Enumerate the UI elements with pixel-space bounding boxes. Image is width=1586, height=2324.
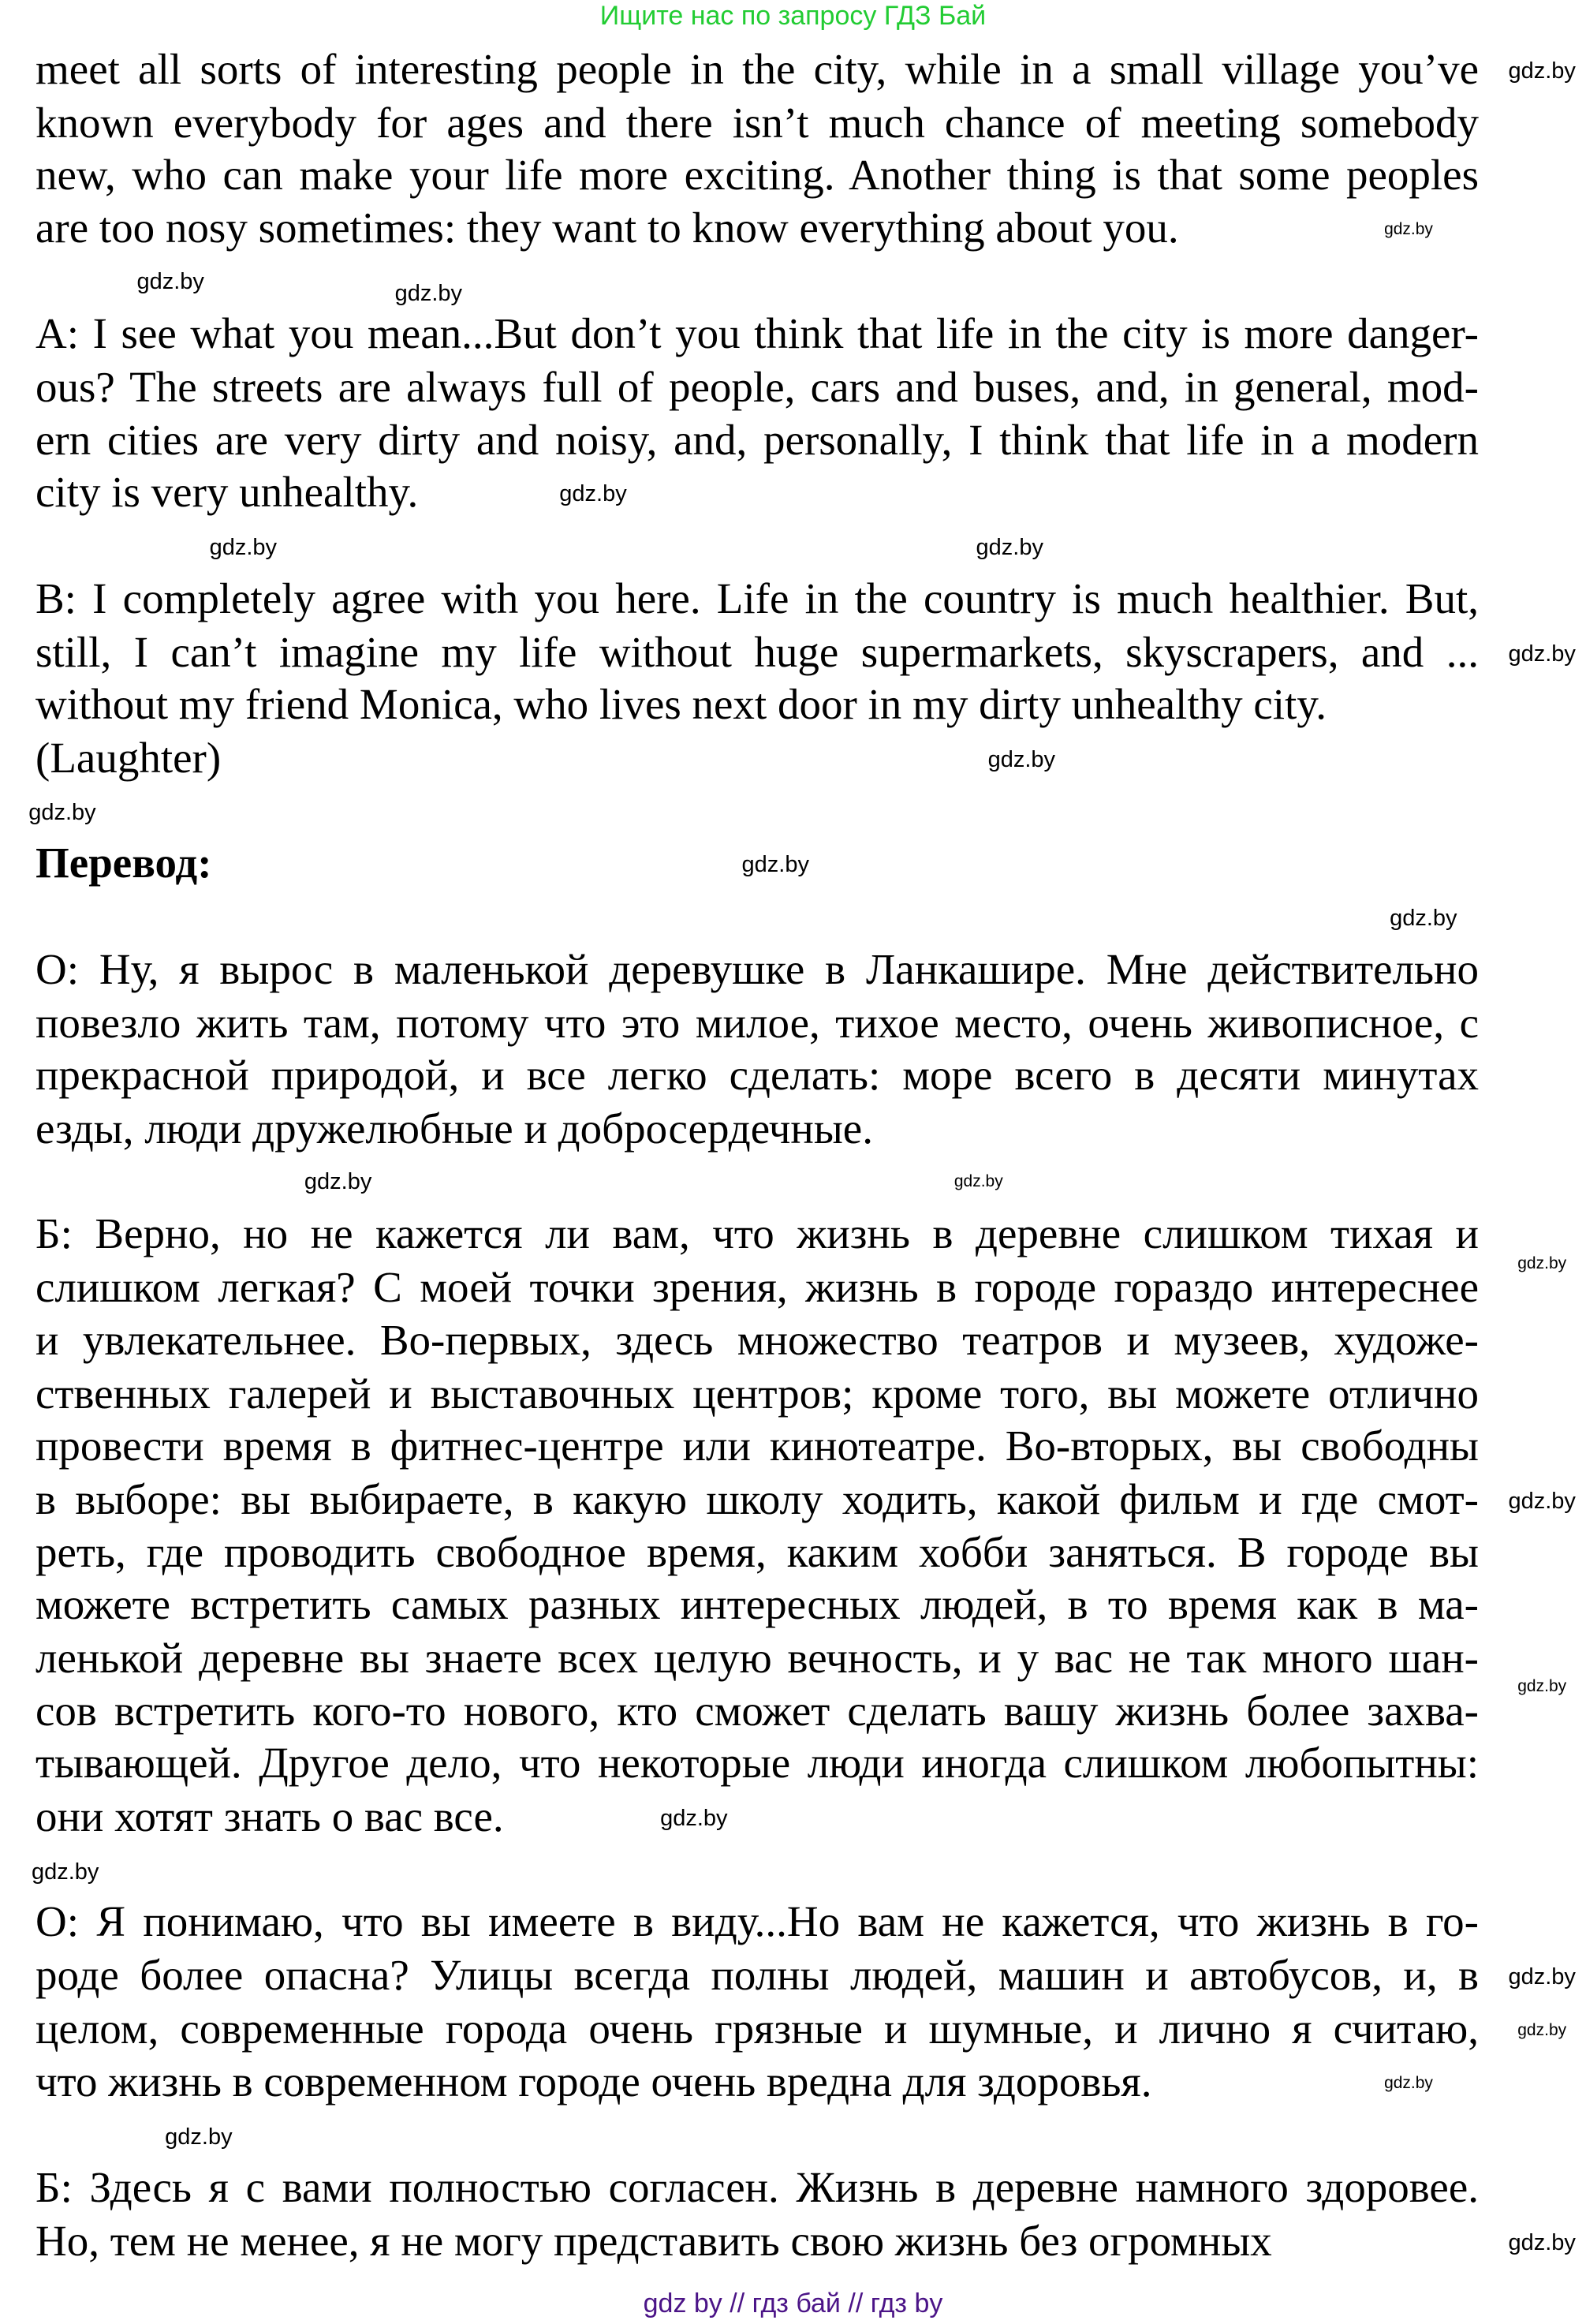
watermark-text: gdz.by: [209, 534, 278, 560]
text-line: ern cities are very dirty and noisy, and, personally, I think that life in a modern: [35, 416, 1479, 465]
text-line: Б: Здесь я с вами полностью согласен. Жизнь в деревне намного здоровее.: [35, 2162, 1479, 2211]
text-line: ственных галерей и выставочных центров; кроме того, вы можете отлично: [35, 1369, 1479, 1418]
text-line: without my friend Monica, who lives next door in my dirty unhealthy city.: [35, 679, 1327, 728]
text-line: целом, современные города очень грязные и шумные, и лично я считаю,: [35, 2004, 1479, 2053]
watermark-text: gdz.by: [1508, 1488, 1576, 1514]
text-line: они хотят знать о вас все.: [35, 1792, 504, 1840]
watermark-text: gdz.by: [1517, 2020, 1567, 2039]
text-line: city is very unhealthy.: [35, 468, 419, 517]
text-line: езды, люди дружелюбные и добросердечные.: [35, 1104, 873, 1153]
watermark-text: gdz.by: [304, 1169, 372, 1195]
text-line: слишком легкая? С моей точки зрения, жизнь в городе гораздо интереснее: [35, 1262, 1479, 1311]
text-line: роде более опасна? Улицы всегда полны людей, машин и автобусов, и, в: [35, 1951, 1479, 2000]
text-line: are too nosy sometimes: they want to know everything about you.: [35, 204, 1179, 252]
watermark-text: gdz.by: [1508, 58, 1576, 84]
text-line: B: I completely agree with you here. Life in the country is much healthier. But,: [35, 574, 1479, 623]
search-hint-banner: Ищите нас по запросу ГДЗ Бай: [599, 1, 987, 31]
watermark-text: gdz.by: [1508, 2229, 1576, 2255]
watermark-text: gdz.by: [31, 1859, 99, 1885]
text-line: A: I see what you mean...But don’t you think that life in the city is more danger-: [35, 308, 1479, 357]
text-line: Но, тем не менее, я не могу представить свою жизнь без огромных: [35, 2216, 1272, 2265]
site-footer-links[interactable]: gdz by // гдз бай // гдз by: [643, 2289, 943, 2318]
watermark-text: gdz.by: [953, 1172, 1003, 1191]
watermark-text: gdz.by: [1517, 1254, 1567, 1272]
text-line: можете встретить самых разных интересных людей, в то время как в ма-: [35, 1580, 1479, 1629]
watermark-text: gdz.by: [1508, 641, 1576, 667]
text-line: (Laughter): [35, 733, 222, 782]
watermark-text: gdz.by: [1517, 1676, 1567, 1695]
watermark-text: gdz.by: [987, 746, 1056, 772]
text-line: ous? The streets are always full of people, cars and buses, and, in general, mod-: [35, 362, 1479, 411]
text-line: реть, где проводить свободное время, каким хобби заняться. В городе вы: [35, 1528, 1479, 1577]
watermark-text: gdz.by: [165, 2124, 233, 2150]
text-line: О: Я понимаю, что вы имеете в виду...Но вам не кажется, что жизнь в го-: [35, 1897, 1479, 1946]
watermark-text: gdz.by: [394, 281, 463, 307]
watermark-text: gdz.by: [976, 534, 1043, 560]
watermark-text: gdz.by: [28, 800, 96, 826]
text-line: тывающей. Другое дело, что некоторые люди иногда слишком любопытны:: [35, 1739, 1479, 1788]
text-line: still, I can’t imagine my life without huge supermarkets, skyscrapers, and ...: [35, 628, 1479, 677]
text-line: new, who can make your life more exciting. Another thing is that some peoples: [35, 150, 1479, 199]
text-line: и увлекательнее. Во-первых, здесь множество театров и музеев, художе-: [35, 1316, 1479, 1365]
watermark-text: gdz.by: [1390, 905, 1457, 931]
text-line: сов встретить кого-то нового, кто сможет сделать вашу жизнь более захва-: [35, 1687, 1479, 1736]
text-line: что жизнь в современном городе очень вредна для здоровья.: [35, 2057, 1152, 2106]
watermark-text: gdz.by: [660, 1805, 728, 1831]
watermark-text: gdz.by: [1384, 2074, 1433, 2093]
watermark-text: gdz.by: [741, 852, 809, 878]
watermark-text: gdz.by: [136, 269, 204, 295]
text-line: повезло жить там, потому что это милое, тихое место, очень живописное, с: [35, 999, 1479, 1048]
text-line: known everybody for ages and there isn’t much chance of meeting somebody: [35, 98, 1479, 147]
watermark-text: gdz.by: [559, 481, 627, 507]
text-line: прекрасной природой, и все легко сделать: море всего в десяти минутах: [35, 1050, 1479, 1099]
text-line: провести время в фитнес-центре или кинотеатре. Во-вторых, вы свободны: [35, 1421, 1479, 1470]
text-line: meet all sorts of interesting people in the city, while in a small village you’ve: [35, 45, 1479, 94]
text-line: ленькой деревне вы знаете всех целую вечность, и у вас не так много шан-: [35, 1633, 1479, 1682]
text-line: Б: Верно, но не кажется ли вам, что жизнь в деревне слишком тихая и: [35, 1209, 1479, 1258]
watermark-text: gdz.by: [1508, 1964, 1576, 1990]
section-heading: Перевод:: [35, 839, 212, 887]
text-line: в выборе: вы выбираете, в какую школу ходить, какой фильм и где смот-: [35, 1474, 1479, 1523]
text-line: О: Ну, я вырос в маленькой деревушке в Ланкашире. Мне действительно: [35, 945, 1479, 994]
watermark-text: gdz.by: [1384, 220, 1433, 239]
